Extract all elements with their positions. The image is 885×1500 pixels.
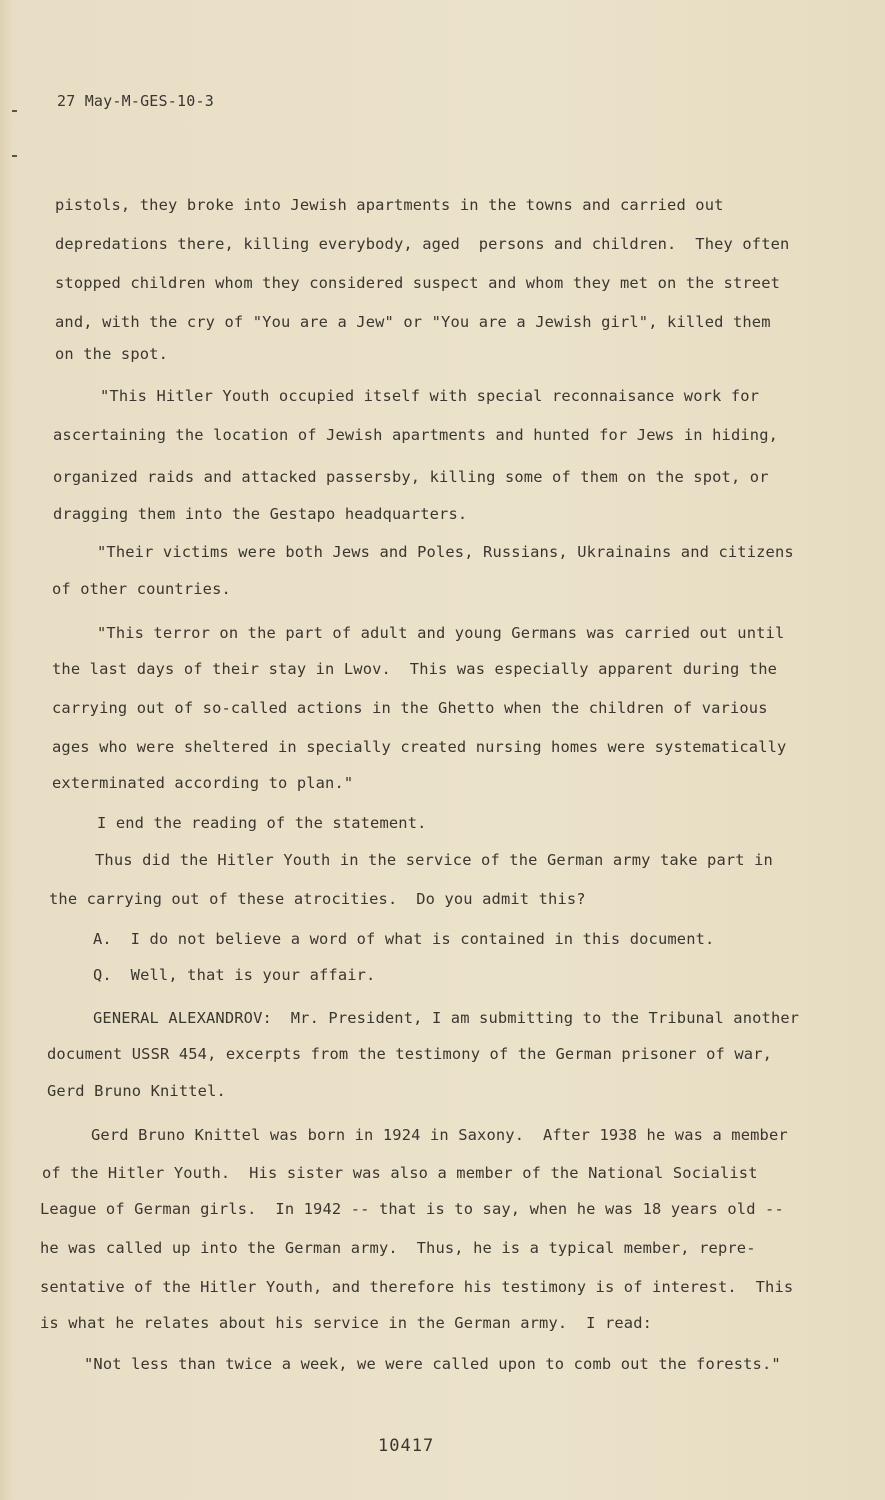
text-line: document USSR 454, excerpts from the testimony of the German prisoner of war, bbox=[47, 1045, 773, 1063]
margin-mark bbox=[12, 110, 17, 112]
text-line: is what he relates about his service in the German army. I read: bbox=[40, 1314, 653, 1332]
text-line: dragging them into the Gestapo headquarters. bbox=[53, 505, 468, 523]
text-line: exterminated according to plan." bbox=[52, 774, 354, 792]
text-line: of the Hitler Youth. His sister was also a member of the National Socialist bbox=[42, 1164, 758, 1182]
text-line: on the spot. bbox=[55, 345, 168, 363]
margin-mark bbox=[12, 155, 17, 157]
text-line: organized raids and attacked passersby, killing some of them on the spot, or bbox=[53, 468, 769, 486]
text-line: the carrying out of these atrocities. Do you admit this? bbox=[49, 890, 586, 908]
document-reference: 27 May-M-GES-10-3 bbox=[57, 92, 214, 110]
text-line: of other countries. bbox=[52, 580, 231, 598]
text-line: Gerd Bruno Knittel was born in 1924 in Saxony. After 1938 he was a member bbox=[91, 1126, 788, 1144]
text-line: carrying out of so-called actions in the Ghetto when the children of various bbox=[52, 699, 768, 717]
text-line: GENERAL ALEXANDROV: Mr. President, I am submitting to the Tribunal another bbox=[93, 1009, 800, 1027]
text-line: he was called up into the German army. Thus, he is a typical member, repre- bbox=[40, 1239, 756, 1257]
text-line: "Not less than twice a week, we were called upon to comb out the forests." bbox=[84, 1355, 781, 1373]
text-line: Gerd Bruno Knittel. bbox=[47, 1082, 226, 1100]
text-line: League of German girls. In 1942 -- that is to say, when he was 18 years old -- bbox=[40, 1200, 784, 1218]
text-line: and, with the cry of "You are a Jew" or "You are a Jewish girl", killed them bbox=[55, 313, 771, 331]
text-line: A. I do not believe a word of what is contained in this document. bbox=[93, 930, 715, 948]
text-line: the last days of their stay in Lwov. This was especially apparent during the bbox=[52, 660, 778, 678]
text-line: depredations there, killing everybody, aged persons and children. They often bbox=[55, 235, 790, 253]
text-line: Q. Well, that is your affair. bbox=[93, 966, 376, 984]
text-line: pistols, they broke into Jewish apartments in the towns and carried out bbox=[55, 196, 724, 214]
text-line: ascertaining the location of Jewish apartments and hunted for Jews in hiding, bbox=[53, 426, 779, 444]
text-line: sentative of the Hitler Youth, and therefore his testimony is of interest. This bbox=[40, 1278, 794, 1296]
text-line: Thus did the Hitler Youth in the service of the German army take part in bbox=[95, 851, 773, 869]
text-line: stopped children whom they considered suspect and whom they met on the street bbox=[55, 274, 781, 292]
text-line: I end the reading of the statement. bbox=[97, 814, 427, 832]
text-line: "Their victims were both Jews and Poles, Russians, Ukrainains and citizens bbox=[97, 543, 794, 561]
text-line: ages who were sheltered in specially created nursing homes were systematically bbox=[52, 738, 787, 756]
text-line: "This Hitler Youth occupied itself with special reconnaisance work for bbox=[100, 387, 760, 405]
text-line: "This terror on the part of adult and young Germans was carried out until bbox=[97, 624, 785, 642]
page-number: 10417 bbox=[378, 1436, 435, 1456]
